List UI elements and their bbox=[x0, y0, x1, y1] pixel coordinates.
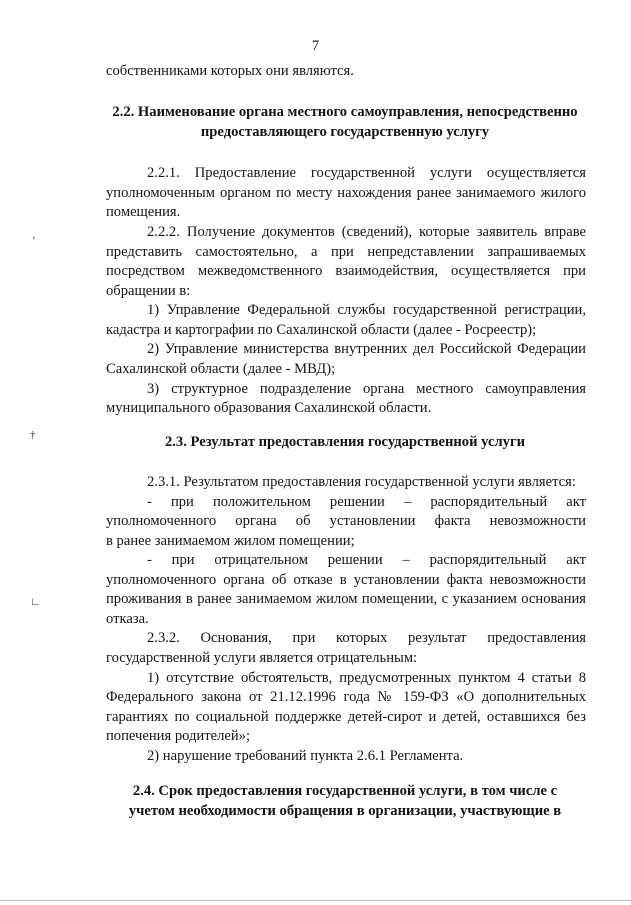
scan-mark: ‛ bbox=[32, 235, 36, 247]
list-item-line: попечения родителей»; bbox=[106, 728, 251, 744]
list-item-line: кадастра и картографии по Сахалинской области (далее - Росреестр); bbox=[106, 322, 537, 338]
scan-mark: † bbox=[30, 429, 36, 441]
section-heading-2-3: 2.3. Результат предоставления государственной услуги bbox=[164, 434, 526, 450]
list-item-line: 2) нарушение требований пункта 2.6.1 Регламента. bbox=[147, 748, 464, 764]
paragraph-line: - при отрицательном решении – распорядительный акт bbox=[147, 552, 586, 568]
list-item-line: 2) Управление министерства внутренних дел Российской Федерации bbox=[147, 341, 586, 357]
list-item-line: Сахалинской области (далее - МВД); bbox=[106, 361, 336, 377]
list-item-line: Федерального закона от 21.12.1996 года № 159-ФЗ «О дополнительных bbox=[106, 689, 586, 705]
paragraph-line: проживания в ранее занимаемом жилом помещении, с указанием основания bbox=[106, 591, 586, 607]
paragraph-line: государственной услуги является отрицательным: bbox=[106, 650, 418, 666]
paragraph-line: отказа. bbox=[106, 611, 149, 627]
section-heading-2-2: 2.2. Наименование органа местного самоуправления, непосредственно bbox=[112, 104, 578, 120]
paragraph-line: посредством межведомственного взаимодействия, осуществляется при bbox=[106, 263, 586, 279]
paragraph-line: представить самостоятельно, а при непредставлении запрашиваемых bbox=[106, 244, 586, 260]
paragraph-line: 2.2.2. Получение документов (сведений), которые заявитель вправе bbox=[147, 224, 586, 240]
section-heading-2-2-cont: предоставляющего государственную услугу bbox=[200, 124, 490, 140]
paragraph-line: 2.2.1. Предоставление государственной услуги осуществляется bbox=[147, 165, 586, 181]
page-number: 7 bbox=[311, 38, 320, 54]
paragraph-line: в ранее занимаемом жилом помещении; bbox=[106, 533, 355, 549]
paragraph-line: уполномоченным органом по месту нахождения ранее занимаемого жилого bbox=[106, 185, 586, 201]
scan-mark: ∟ bbox=[30, 596, 41, 608]
paragraph-line: - при положительном решении – распорядительный акт bbox=[147, 494, 586, 510]
paragraph-line: уполномоченного органа об отказе в установлении факта невозможности bbox=[106, 572, 586, 588]
paragraph-line: обращении в: bbox=[106, 283, 191, 299]
list-item-line: 1) отсутствие обстоятельств, предусмотренных пунктом 4 статьи 8 bbox=[147, 670, 586, 686]
list-item-line: 3) структурное подразделение органа местного самоуправления bbox=[147, 381, 586, 397]
text-line: собственниками которых они являются. bbox=[106, 63, 354, 79]
section-heading-2-4-cont: учетом необходимости обращения в организации, участвующие в bbox=[128, 803, 562, 819]
list-item-line: 1) Управление Федеральной службы государственной регистрации, bbox=[147, 302, 586, 318]
list-item-line: гарантиях по социальной поддержке детей-сирот и детей, оставшихся без bbox=[106, 709, 586, 725]
list-item-line: муниципального образования Сахалинской области. bbox=[106, 400, 432, 416]
paragraph-line: уполномоченного органа об установлении факта невозможности bbox=[106, 513, 586, 529]
section-heading-2-4: 2.4. Срок предоставления государственной услуги, в том числе с bbox=[132, 783, 558, 799]
page-bottom-edge bbox=[0, 900, 631, 901]
paragraph-line: 2.3.2. Основания, при которых результат предоставления bbox=[147, 630, 586, 646]
paragraph-line: 2.3.1. Результатом предоставления государственной услуги является: bbox=[147, 474, 576, 490]
paragraph-line: помещения. bbox=[106, 204, 181, 220]
